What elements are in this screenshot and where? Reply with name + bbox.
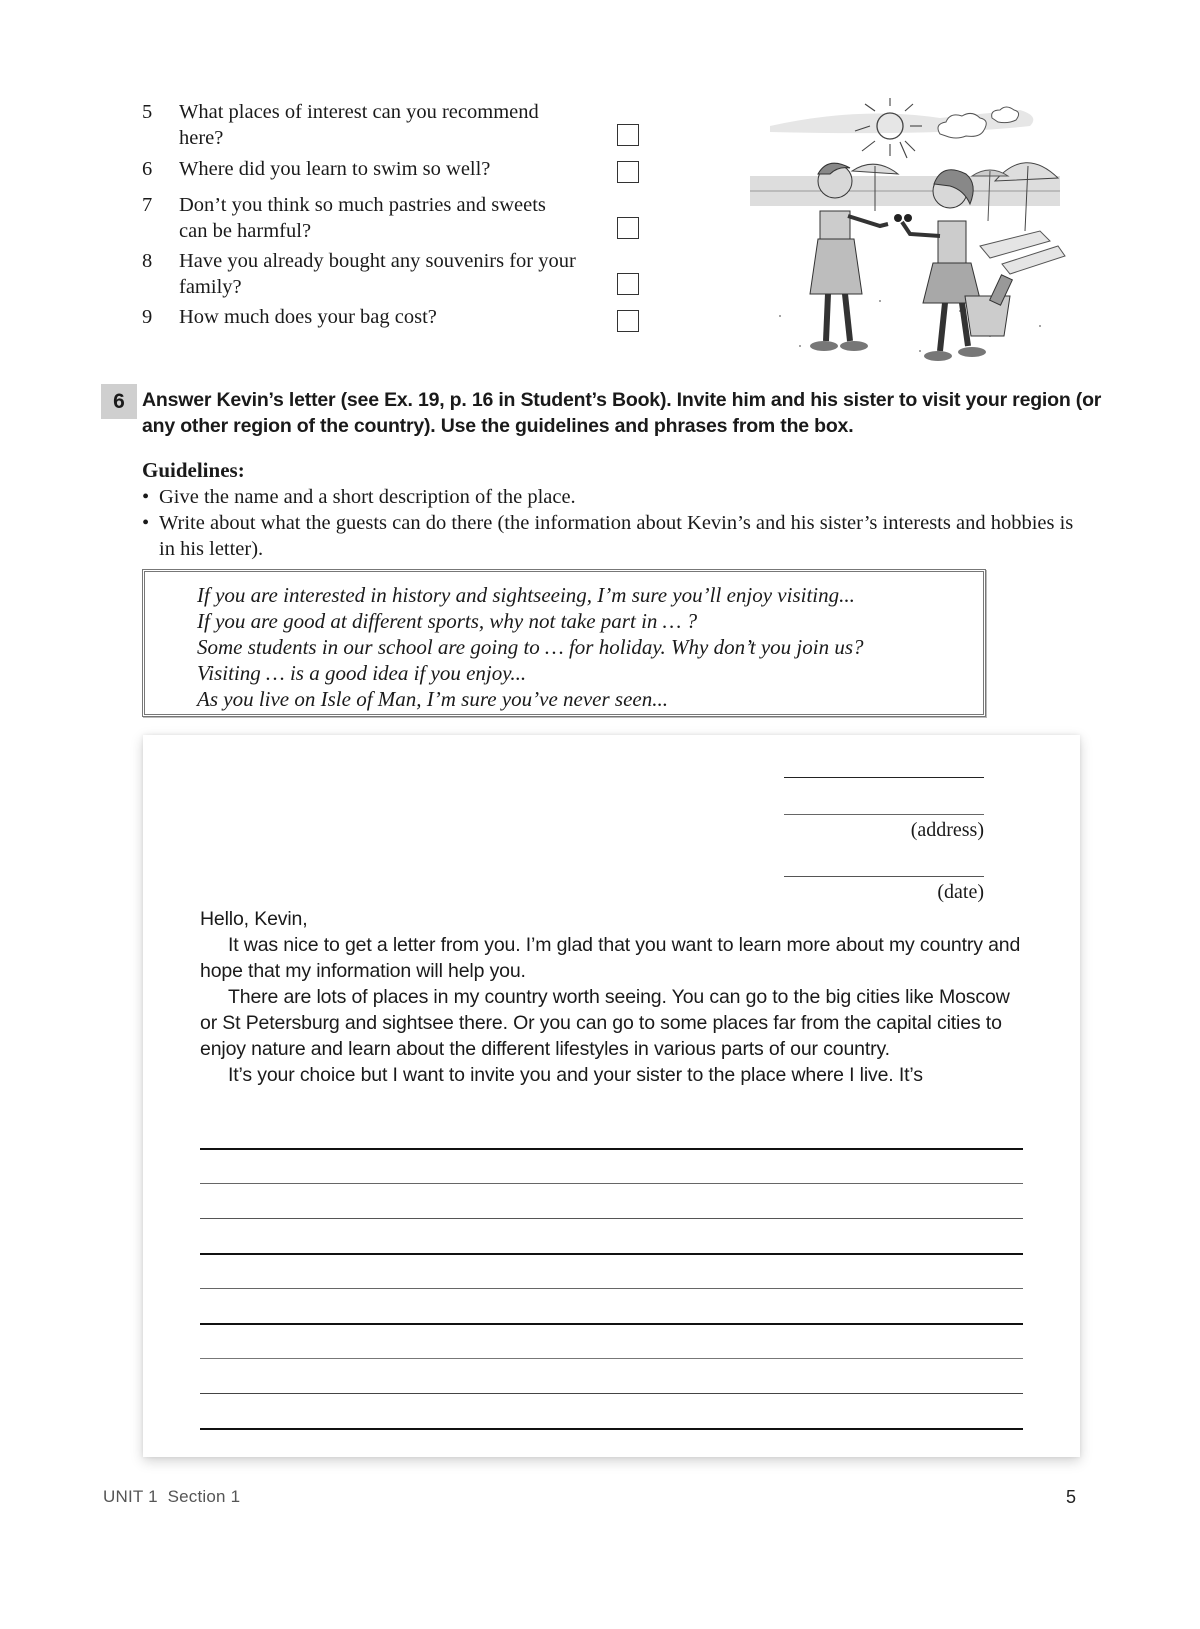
phrase-item: If you are good at different sports, why not take part in … ? — [197, 609, 698, 633]
question-list — [140, 99, 610, 335]
writing-line[interactable] — [200, 1148, 1023, 1150]
writing-line[interactable] — [200, 1323, 1023, 1325]
answer-checkbox-7[interactable] — [617, 217, 639, 239]
letter-paragraph: It’s your choice but I want to invite you and your sister to the place where I live. It’s — [228, 1064, 923, 1086]
phrase-item: Visiting … is a good idea if you enjoy... — [197, 661, 527, 685]
letter-card — [143, 735, 1080, 1457]
question-text: Don’t you think so much pastries and sweets can be harmful? — [179, 194, 546, 242]
answer-checkbox-5[interactable] — [617, 124, 639, 146]
question-item — [140, 192, 610, 244]
guidelines-list — [142, 484, 1082, 562]
beach-girls-illustration-icon — [740, 96, 1070, 376]
phrase-box — [142, 569, 986, 717]
question-text: Have you already bought any souvenirs for your family? — [179, 250, 576, 298]
question-number: 6 — [142, 158, 153, 180]
phrase-item: Some students in our school are going to … for holiday. Why don’t you join us? — [197, 635, 864, 659]
answer-checkbox-9[interactable] — [617, 310, 639, 332]
writing-line[interactable] — [200, 1288, 1023, 1289]
question-number: 8 — [142, 250, 153, 272]
date-line[interactable] — [784, 876, 984, 877]
letter-greeting: Hello, Kevin, — [200, 908, 308, 930]
letter-paragraph: It was nice to get a letter from you. I’m glad that you want to learn more about my country and hope that my information will help you. — [200, 934, 1021, 982]
guideline-item: • Write about what the guests can do there (the information about Kevin’s and his sister’s interests and hobbies is in his letter). — [142, 510, 1082, 562]
question-number: 7 — [142, 194, 153, 216]
question-text: Where did you learn to swim so well? — [179, 158, 491, 180]
question-item — [140, 304, 610, 330]
exercise-instruction: Answer Kevin’s letter (see Ex. 19, p. 16 in Student’s Book). Invite him and his sister to visit your region (or any other region of the country). Use the guidelines and phrases from the box. — [142, 389, 1102, 437]
guidelines-title: Guidelines: — [142, 458, 245, 482]
phrase-item: As you live on Isle of Man, I’m sure you’ve never seen... — [197, 687, 668, 711]
phrase-list — [145, 572, 983, 712]
writing-line[interactable] — [200, 1358, 1023, 1359]
address-line-1[interactable] — [784, 777, 984, 778]
address-line-2[interactable] — [784, 814, 984, 815]
date-label: (date) — [937, 881, 984, 903]
question-number: 5 — [142, 101, 153, 123]
question-item — [140, 156, 610, 182]
question-text: What places of interest can you recommend here? — [179, 101, 539, 149]
writing-line[interactable] — [200, 1428, 1023, 1430]
question-item — [140, 248, 610, 300]
writing-line[interactable] — [200, 1183, 1023, 1184]
address-label: (address) — [910, 819, 984, 841]
letter-paragraph: There are lots of places in my country worth seeing. You can go to the big cities like Moscow or St Petersburg and sightsee there. Or you can go to some places far from the capital cities to enjoy nature and learn about the different lifestyles in various parts of our country. — [200, 986, 1010, 1060]
phrase-item: If you are interested in history and sightseeing, I’m sure you’ll enjoy visiting... — [197, 583, 855, 607]
writing-line[interactable] — [200, 1253, 1023, 1255]
question-number: 9 — [142, 306, 153, 328]
footer-unit-section: UNIT 1 Section 1 — [103, 1487, 241, 1506]
writing-line[interactable] — [200, 1393, 1023, 1394]
question-text: How much does your bag cost? — [179, 306, 437, 328]
question-item — [140, 99, 610, 151]
page-number: 5 — [1066, 1487, 1077, 1507]
exercise-number-badge: 6 — [101, 384, 137, 419]
writing-line[interactable] — [200, 1218, 1023, 1219]
answer-checkbox-8[interactable] — [617, 273, 639, 295]
letter-body — [200, 906, 1030, 1088]
answer-checkbox-6[interactable] — [617, 161, 639, 183]
guideline-item: • Give the name and a short description of the place. — [142, 484, 1082, 510]
